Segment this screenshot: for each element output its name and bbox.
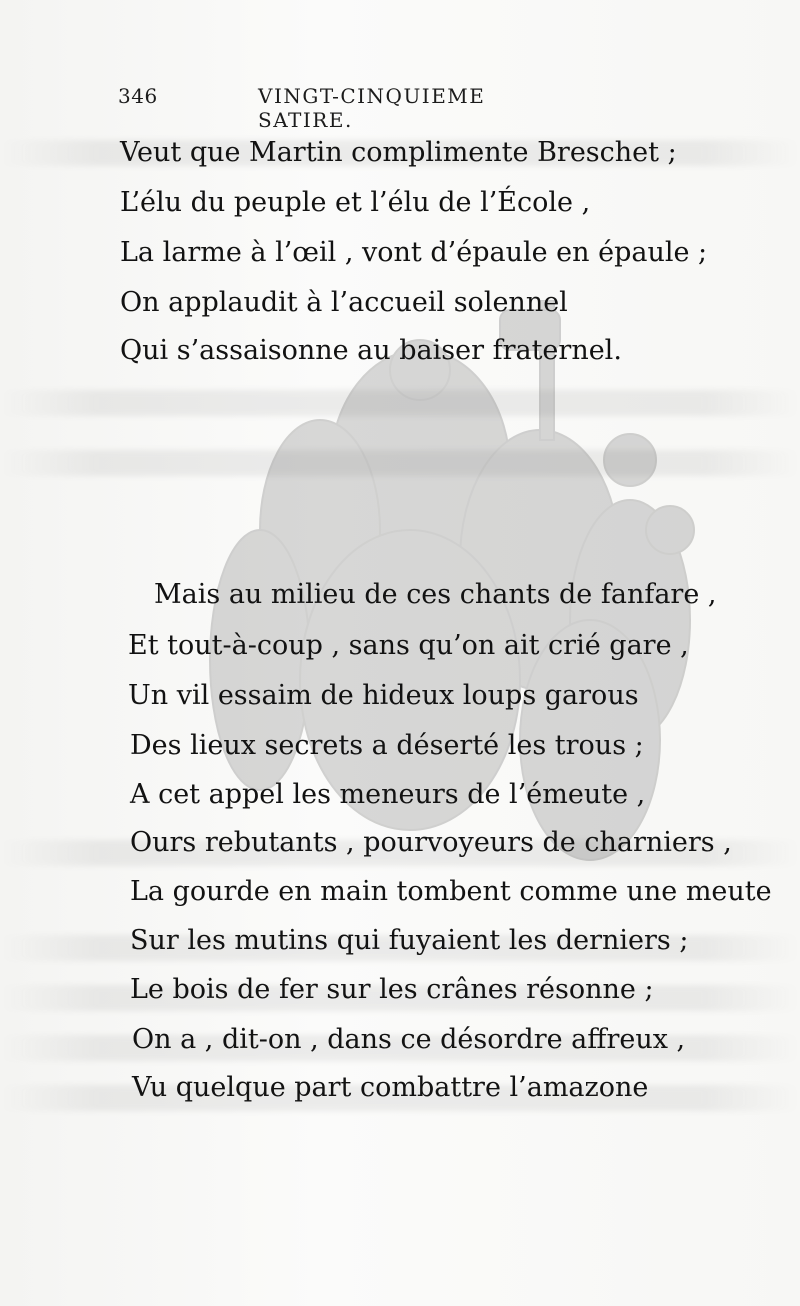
verse-line: On applaudit à l’accueil solennel xyxy=(120,287,568,318)
verse-line: A cet appel les meneurs de l’émeute , xyxy=(130,779,646,810)
running-title: VINGT-CINQUIEME SATIRE. xyxy=(258,84,486,132)
verse-line: Et tout-à-coup , sans qu’on ait crié gare , xyxy=(128,630,689,661)
verse-line: Un vil essaim de hideux loups garous xyxy=(128,680,639,711)
verse-line: La larme à l’œil , vont d’épaule en épaule ; xyxy=(120,237,708,268)
verse-line: L’élu du peuple et l’élu de l’École , xyxy=(120,187,591,218)
page-number: 346 xyxy=(118,84,158,108)
verse-line: Veut que Martin complimente Breschet ; xyxy=(120,137,677,168)
verse-line: Des lieux secrets a déserté les trous ; xyxy=(130,730,644,761)
running-header xyxy=(118,84,564,132)
verse-line: La gourde en main tombent comme une meute xyxy=(130,876,772,907)
verse-line: Le bois de fer sur les crânes résonne ; xyxy=(130,974,654,1005)
verse-line: On a , dit-on , dans ce désordre affreux , xyxy=(132,1024,686,1055)
verse-line: Ours rebutants , pourvoyeurs de charniers , xyxy=(130,827,732,858)
verse-line: Vu quelque part combattre l’amazone xyxy=(132,1072,649,1103)
verse-line: Mais au milieu de ces chants de fanfare , xyxy=(154,579,717,610)
verse-line: Qui s’assaisonne au baiser fraternel. xyxy=(120,335,622,366)
verse-line: Sur les mutins qui fuyaient les derniers ; xyxy=(130,925,689,956)
